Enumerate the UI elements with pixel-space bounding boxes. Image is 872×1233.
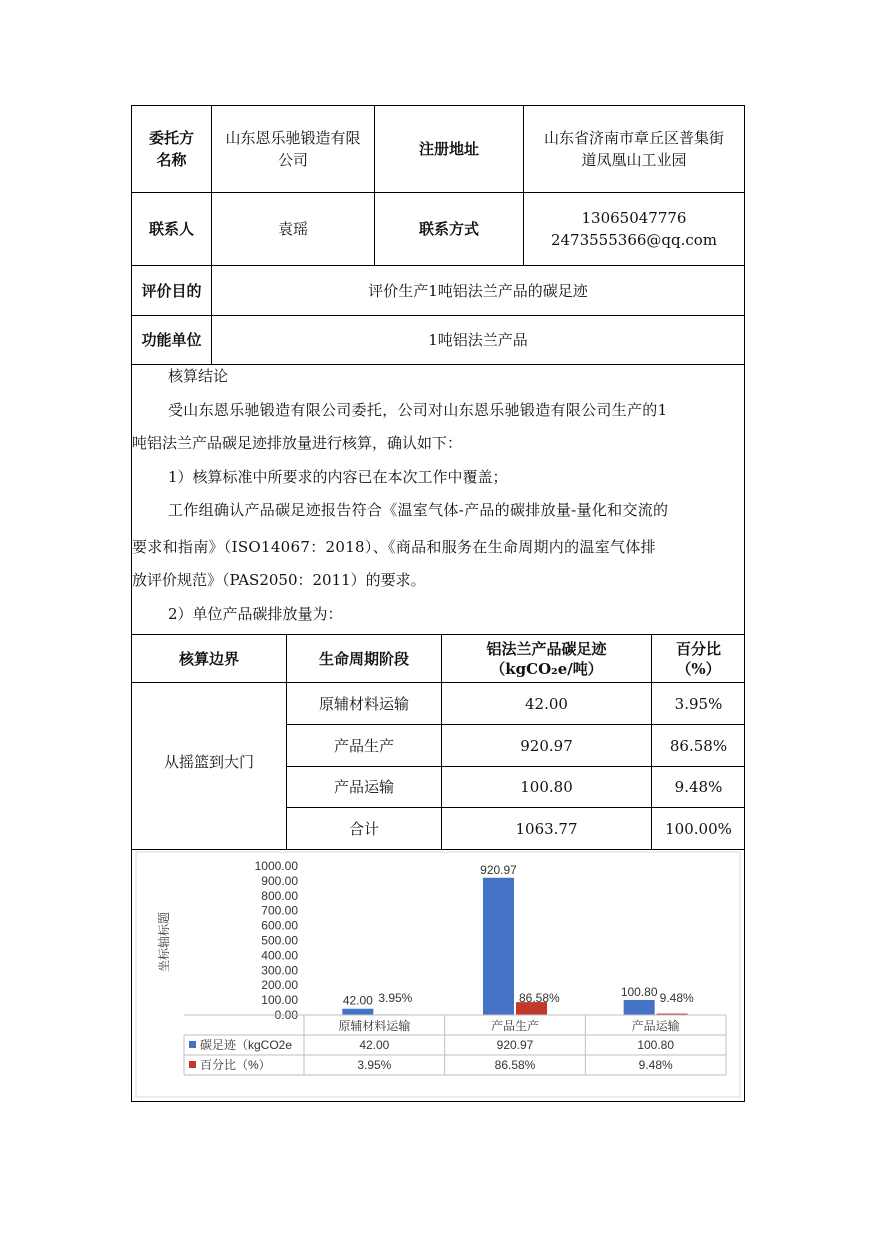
conclusion-p2-line2: 要求和指南》（ISO14067：2018）、《商品和服务在生命周期内的温室气体排	[132, 538, 656, 556]
contact-method-value	[524, 193, 744, 265]
y-tick-label: 200.00	[261, 978, 298, 993]
y-tick-label: 800.00	[261, 888, 298, 903]
x-tick-label: 产品生产	[490, 1019, 540, 1033]
y-tick-label: 1000.00	[254, 859, 298, 873]
data-table-value: 42.00	[359, 1038, 390, 1052]
data-label: 100.80	[620, 984, 658, 999]
table-row-stage: 产品生产	[333, 736, 394, 755]
contact-label: 联系人	[148, 220, 194, 238]
client-value: 山东恩乐驰锻造有限 公司	[225, 129, 361, 169]
y-tick-label: 900.00	[261, 873, 298, 888]
table-row-percent: 3.95%	[674, 694, 723, 713]
table-row-stage: 合计	[348, 819, 379, 838]
conclusion-item2: 2）单位产品碳排放量为：	[168, 605, 343, 623]
table-row-percent: 100.00%	[665, 819, 732, 838]
legend-label: 百分比（%）	[200, 1058, 271, 1072]
table-header-percent: 百分比 （%）	[675, 639, 721, 678]
y-tick-label: 700.00	[261, 903, 298, 918]
data-label: 3.95%	[378, 991, 413, 1005]
bar	[342, 1009, 373, 1015]
table-header-footprint: 铝法兰产品碳足迹 （kgCO₂e/吨）	[486, 639, 607, 678]
purpose-value: 评价生产1吨铝法兰产品的碳足迹	[368, 281, 588, 300]
email-address: 2473555366@qq.com	[550, 231, 718, 249]
table-header-stage: 生命周期阶段	[318, 649, 409, 668]
table-header-boundary: 核算边界	[178, 649, 239, 668]
data-label: 9.48%	[659, 991, 694, 1005]
client-label: 委托方 名称	[148, 129, 194, 169]
unit-value: 1吨铝法兰产品	[428, 331, 528, 349]
bar	[624, 1000, 655, 1015]
data-table-value: 3.95%	[357, 1058, 392, 1072]
phone-number: 13065047776	[581, 209, 687, 227]
conclusion-p1-line1: 受山东恩乐驰锻造有限公司委托，公司对山东恩乐驰锻造有限公司生产的1	[168, 401, 668, 419]
legend-swatch	[189, 1061, 196, 1068]
y-tick-label: 600.00	[261, 918, 298, 933]
bar	[483, 878, 514, 1015]
table-row-value: 100.80	[520, 778, 573, 796]
x-tick-label: 产品运输	[631, 1019, 680, 1033]
unit-label: 功能单位	[141, 331, 202, 349]
data-table-value: 9.48%	[638, 1058, 673, 1072]
contact-method-label: 联系方式	[418, 220, 479, 238]
data-table-value: 100.80	[637, 1038, 675, 1052]
address-label: 注册地址	[418, 140, 479, 158]
address-value: 山东省济南市章丘区普集街 道凤凰山工业园	[543, 129, 724, 169]
x-tick-label: 原辅材料运输	[338, 1019, 411, 1033]
conclusion-p2-line1: 工作组确认产品碳足迹报告符合《温室气体-产品的碳排放量-量化和交流的	[168, 501, 669, 519]
table-row-stage: 产品运输	[333, 778, 394, 796]
data-label: 920.97	[480, 862, 517, 877]
y-tick-label: 0.00	[274, 1008, 298, 1022]
conclusion-item1: 1）核算标准中所要求的内容已在本次工作中覆盖；	[168, 468, 508, 486]
conclusion-heading: 核算结论	[168, 367, 229, 385]
table-row-value: 920.97	[520, 736, 573, 755]
footprint-bar-chart	[132, 850, 744, 1101]
table-row-value: 1063.77	[515, 819, 578, 838]
data-table-value: 86.58%	[494, 1058, 536, 1072]
table-row-stage: 原辅材料运输	[318, 694, 409, 713]
y-axis-title: 坐标轴标题	[157, 911, 171, 973]
y-tick-label: 300.00	[261, 963, 298, 978]
table-row-value: 42.00	[525, 694, 568, 713]
legend-swatch	[189, 1041, 196, 1048]
data-table-value: 920.97	[496, 1038, 534, 1052]
y-tick-label: 500.00	[261, 933, 298, 948]
y-tick-label: 100.00	[261, 993, 298, 1008]
table-boundary-cell: 从摇篮到大门	[163, 753, 254, 771]
purpose-label: 评价目的	[141, 281, 202, 300]
table-row-percent: 9.48%	[674, 778, 723, 796]
data-label: 86.58%	[519, 991, 560, 1005]
y-tick-label: 400.00	[261, 948, 298, 963]
conclusion-p2-line3: 放评价规范》（PAS2050：2011）的要求。	[132, 571, 426, 589]
table-row-percent: 86.58%	[669, 736, 728, 755]
conclusion-p1-line2: 吨铝法兰产品碳足迹排放量进行核算，确认如下：	[132, 434, 463, 452]
data-label: 42.00	[342, 993, 373, 1008]
contact-value: 袁瑶	[277, 220, 308, 238]
legend-label: 碳足迹（kgCO2e	[200, 1038, 293, 1052]
